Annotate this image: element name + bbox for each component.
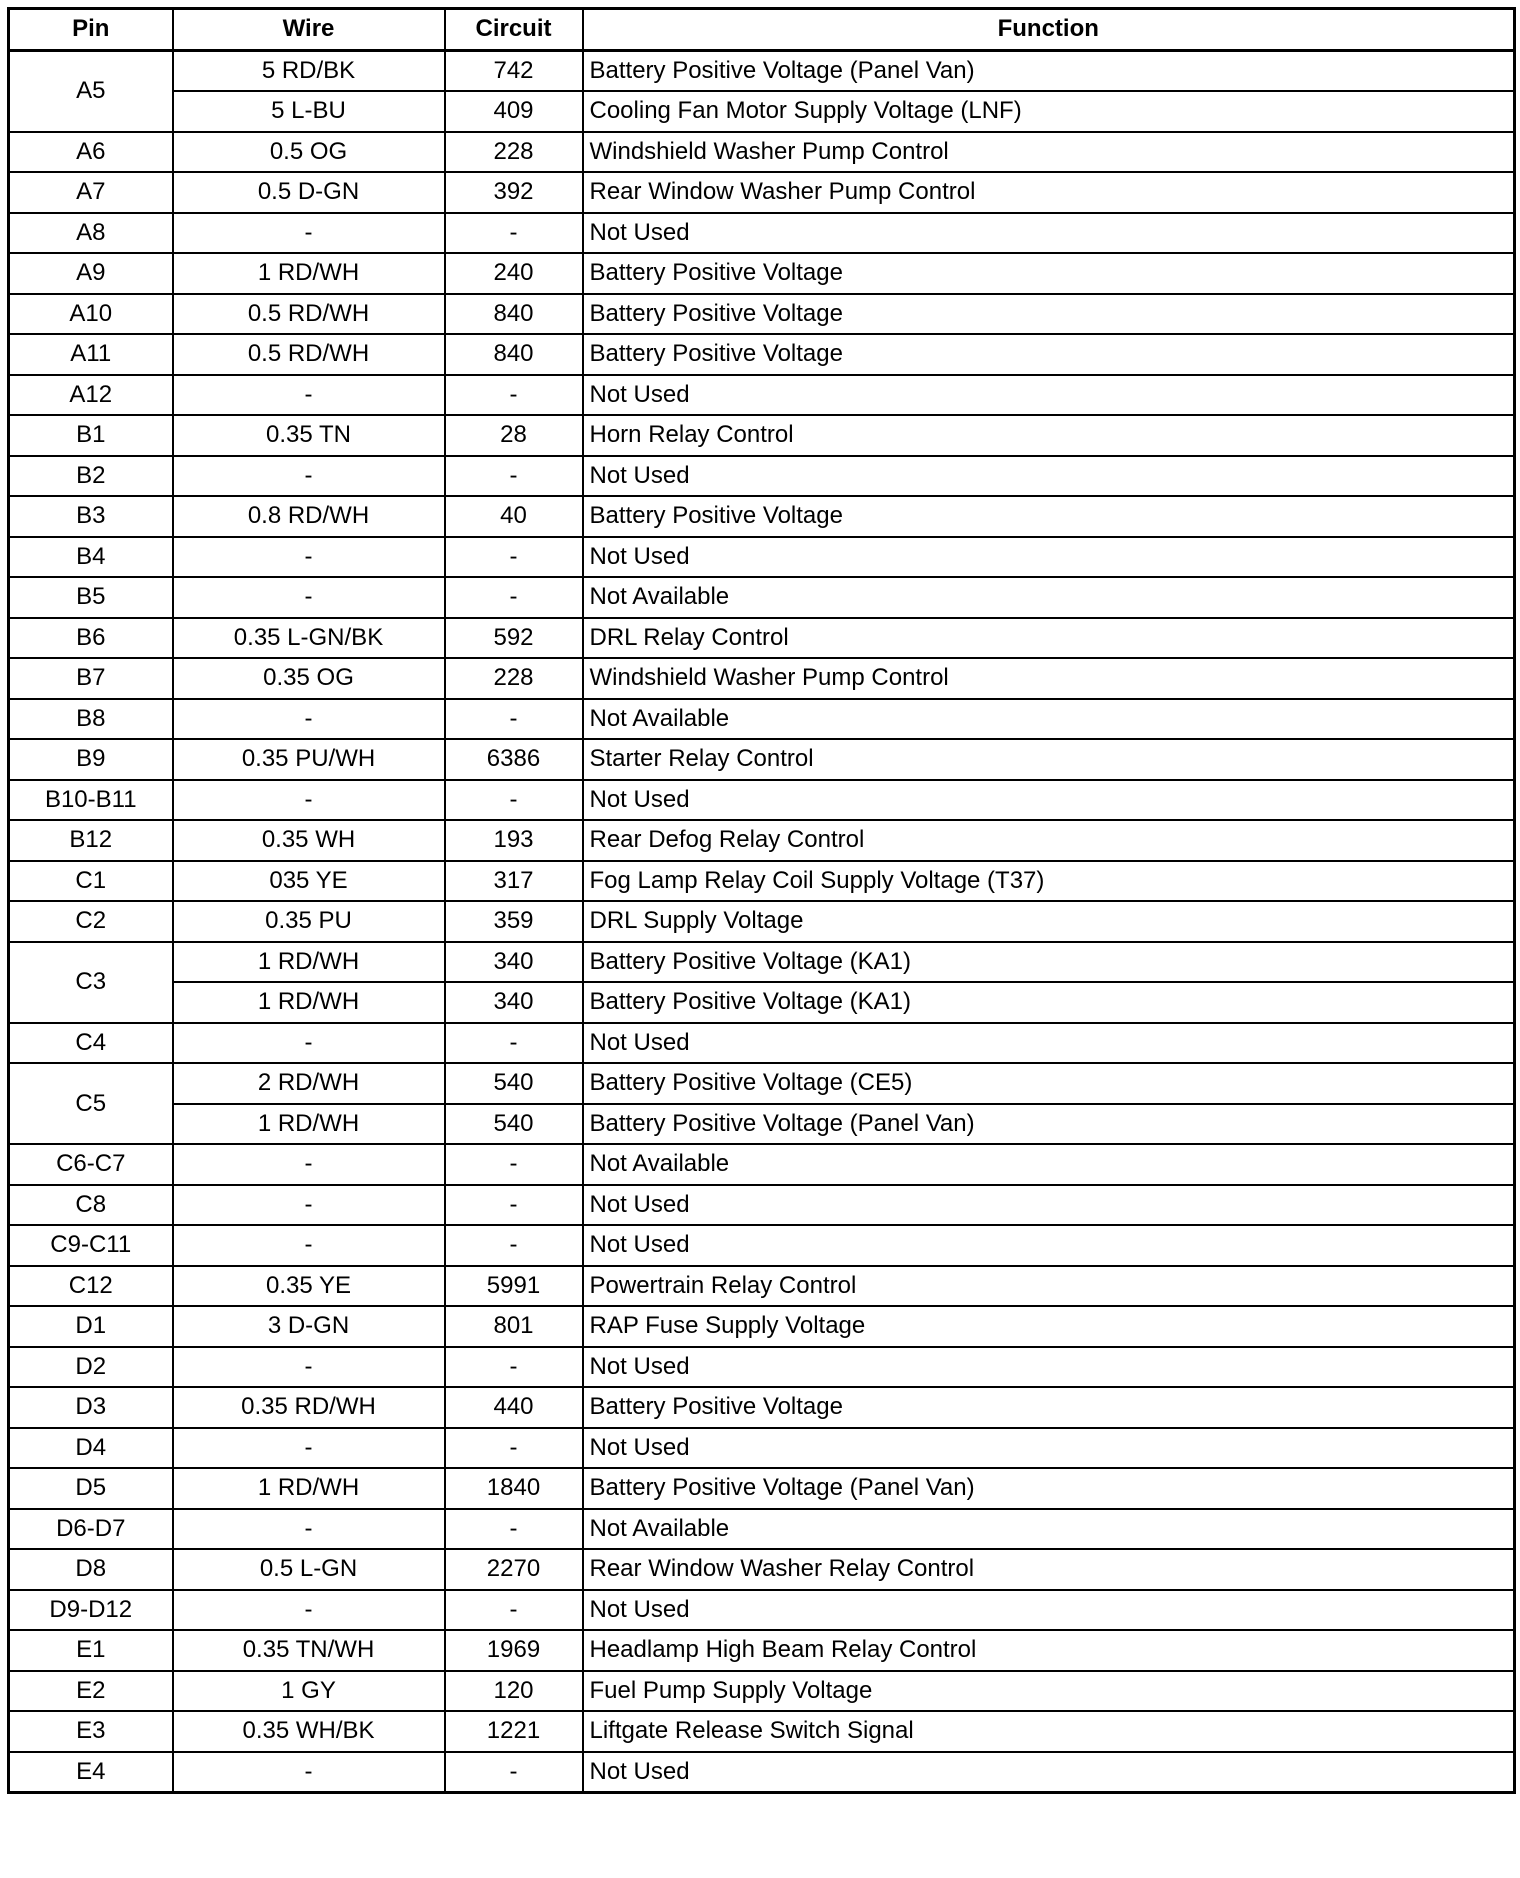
table-row	[9, 334, 1515, 375]
function-cell: Battery Positive Voltage (Panel Van)	[583, 1104, 1515, 1145]
function-cell: Windshield Washer Pump Control	[583, 132, 1515, 173]
table-row	[9, 1023, 1515, 1064]
wire-cell: 0.35 TN/WH	[173, 1630, 445, 1671]
table-body	[9, 50, 1515, 1793]
wire-cell: -	[173, 375, 445, 416]
header-function: Function	[583, 9, 1515, 51]
table-row	[9, 496, 1515, 537]
table-row	[9, 456, 1515, 497]
pin-cell: E4	[9, 1752, 173, 1793]
circuit-cell: -	[445, 577, 583, 618]
wire-cell: 0.35 WH	[173, 820, 445, 861]
pin-cell: A7	[9, 172, 173, 213]
wire-cell: -	[173, 1590, 445, 1631]
function-cell: Battery Positive Voltage (CE5)	[583, 1063, 1515, 1104]
circuit-cell: -	[445, 1185, 583, 1226]
function-cell: Not Available	[583, 1144, 1515, 1185]
table-row	[9, 699, 1515, 740]
circuit-cell: -	[445, 1347, 583, 1388]
circuit-cell: 2270	[445, 1549, 583, 1590]
table-row	[9, 618, 1515, 659]
pin-cell: A6	[9, 132, 173, 173]
wire-cell: 2 RD/WH	[173, 1063, 445, 1104]
function-cell: Not Used	[583, 375, 1515, 416]
function-cell: Not Used	[583, 1023, 1515, 1064]
circuit-cell: 540	[445, 1063, 583, 1104]
table-row	[9, 50, 1515, 91]
pin-cell: D9-D12	[9, 1590, 173, 1631]
table-row	[9, 739, 1515, 780]
pin-cell: C2	[9, 901, 173, 942]
circuit-cell: 840	[445, 334, 583, 375]
table-row	[9, 537, 1515, 578]
circuit-cell: 1969	[445, 1630, 583, 1671]
pin-cell: A9	[9, 253, 173, 294]
function-cell: Battery Positive Voltage (Panel Van)	[583, 50, 1515, 91]
table-row	[9, 1144, 1515, 1185]
circuit-cell: -	[445, 375, 583, 416]
table-row	[9, 91, 1515, 132]
function-cell: Headlamp High Beam Relay Control	[583, 1630, 1515, 1671]
table-row	[9, 172, 1515, 213]
wire-cell: 5 L-BU	[173, 91, 445, 132]
function-cell: Windshield Washer Pump Control	[583, 658, 1515, 699]
table-row	[9, 1630, 1515, 1671]
table-row	[9, 1306, 1515, 1347]
function-cell: Not Available	[583, 577, 1515, 618]
wire-cell: -	[173, 537, 445, 578]
function-cell: Powertrain Relay Control	[583, 1266, 1515, 1307]
function-cell: Not Used	[583, 1347, 1515, 1388]
function-cell: Battery Positive Voltage	[583, 496, 1515, 537]
function-cell: Rear Window Washer Pump Control	[583, 172, 1515, 213]
circuit-cell: 40	[445, 496, 583, 537]
wire-cell: 0.35 WH/BK	[173, 1711, 445, 1752]
table-row	[9, 1063, 1515, 1104]
wire-cell: 0.5 L-GN	[173, 1549, 445, 1590]
table-row	[9, 1711, 1515, 1752]
pin-cell: C6-C7	[9, 1144, 173, 1185]
pin-cell: B7	[9, 658, 173, 699]
function-cell: Rear Window Washer Relay Control	[583, 1549, 1515, 1590]
pin-cell: A10	[9, 294, 173, 335]
circuit-cell: -	[445, 1225, 583, 1266]
table-row	[9, 1185, 1515, 1226]
circuit-cell: 120	[445, 1671, 583, 1712]
wire-cell: -	[173, 577, 445, 618]
wire-cell: 1 GY	[173, 1671, 445, 1712]
wire-cell: -	[173, 1428, 445, 1469]
connector-pinout-table	[7, 7, 1516, 1794]
function-cell: Battery Positive Voltage	[583, 253, 1515, 294]
pin-cell: D1	[9, 1306, 173, 1347]
wire-cell: 0.35 RD/WH	[173, 1387, 445, 1428]
wire-cell: 0.5 RD/WH	[173, 334, 445, 375]
circuit-cell: -	[445, 1428, 583, 1469]
table-row	[9, 1347, 1515, 1388]
function-cell: Not Used	[583, 1752, 1515, 1793]
wire-cell: 1 RD/WH	[173, 982, 445, 1023]
function-cell: Battery Positive Voltage (KA1)	[583, 982, 1515, 1023]
function-cell: RAP Fuse Supply Voltage	[583, 1306, 1515, 1347]
function-cell: Not Used	[583, 456, 1515, 497]
pin-cell: B2	[9, 456, 173, 497]
pin-cell: B6	[9, 618, 173, 659]
pin-cell: A11	[9, 334, 173, 375]
wire-cell: 0.35 L-GN/BK	[173, 618, 445, 659]
wire-cell: 1 RD/WH	[173, 942, 445, 983]
function-cell: Battery Positive Voltage (Panel Van)	[583, 1468, 1515, 1509]
circuit-cell: 1840	[445, 1468, 583, 1509]
table-row	[9, 375, 1515, 416]
wire-cell: -	[173, 780, 445, 821]
wire-cell: -	[173, 1144, 445, 1185]
header-row	[9, 9, 1515, 51]
function-cell: Not Used	[583, 213, 1515, 254]
table-row	[9, 1590, 1515, 1631]
table-row	[9, 982, 1515, 1023]
circuit-cell: -	[445, 1590, 583, 1631]
circuit-cell: -	[445, 456, 583, 497]
wire-cell: 3 D-GN	[173, 1306, 445, 1347]
table-row	[9, 1468, 1515, 1509]
pin-cell: D4	[9, 1428, 173, 1469]
function-cell: Not Used	[583, 1428, 1515, 1469]
circuit-cell: 1221	[445, 1711, 583, 1752]
pin-cell: B8	[9, 699, 173, 740]
circuit-cell: 742	[445, 50, 583, 91]
wire-cell: -	[173, 1509, 445, 1550]
circuit-cell: -	[445, 1752, 583, 1793]
table-row	[9, 1549, 1515, 1590]
wire-cell: -	[173, 1752, 445, 1793]
circuit-cell: 340	[445, 942, 583, 983]
function-cell: Battery Positive Voltage (KA1)	[583, 942, 1515, 983]
table-row	[9, 132, 1515, 173]
circuit-cell: 540	[445, 1104, 583, 1145]
function-cell: Not Used	[583, 1185, 1515, 1226]
circuit-cell: 592	[445, 618, 583, 659]
function-cell: Horn Relay Control	[583, 415, 1515, 456]
table-row	[9, 1509, 1515, 1550]
function-cell: Starter Relay Control	[583, 739, 1515, 780]
table-row	[9, 901, 1515, 942]
pin-cell: D8	[9, 1549, 173, 1590]
circuit-cell: 340	[445, 982, 583, 1023]
circuit-cell: 440	[445, 1387, 583, 1428]
pin-cell: B1	[9, 415, 173, 456]
function-cell: Fog Lamp Relay Coil Supply Voltage (T37)	[583, 861, 1515, 902]
table-row	[9, 1225, 1515, 1266]
function-cell: DRL Supply Voltage	[583, 901, 1515, 942]
table-row	[9, 1671, 1515, 1712]
pin-cell: D3	[9, 1387, 173, 1428]
wire-cell: -	[173, 213, 445, 254]
wire-cell: 0.8 RD/WH	[173, 496, 445, 537]
pin-cell: B9	[9, 739, 173, 780]
pin-cell: A12	[9, 375, 173, 416]
header-pin: Pin	[9, 9, 173, 51]
wire-cell: 0.35 YE	[173, 1266, 445, 1307]
circuit-cell: 801	[445, 1306, 583, 1347]
circuit-cell: -	[445, 1509, 583, 1550]
table-row	[9, 294, 1515, 335]
pin-cell: C5	[9, 1063, 173, 1144]
pin-cell: B4	[9, 537, 173, 578]
wire-cell: -	[173, 1225, 445, 1266]
circuit-cell: 5991	[445, 1266, 583, 1307]
function-cell: Cooling Fan Motor Supply Voltage (LNF)	[583, 91, 1515, 132]
pin-cell: C1	[9, 861, 173, 902]
wire-cell: -	[173, 1023, 445, 1064]
circuit-cell: 28	[445, 415, 583, 456]
wire-cell: -	[173, 1185, 445, 1226]
function-cell: Battery Positive Voltage	[583, 294, 1515, 335]
wire-cell: 1 RD/WH	[173, 1104, 445, 1145]
table-row	[9, 780, 1515, 821]
table-row	[9, 658, 1515, 699]
table-row	[9, 861, 1515, 902]
wire-cell: 1 RD/WH	[173, 253, 445, 294]
circuit-cell: 392	[445, 172, 583, 213]
pin-cell: C4	[9, 1023, 173, 1064]
pin-cell: E2	[9, 1671, 173, 1712]
circuit-cell: 228	[445, 132, 583, 173]
table-row	[9, 1387, 1515, 1428]
function-cell: DRL Relay Control	[583, 618, 1515, 659]
circuit-cell: -	[445, 1023, 583, 1064]
pin-cell: E3	[9, 1711, 173, 1752]
function-cell: Fuel Pump Supply Voltage	[583, 1671, 1515, 1712]
header-wire: Wire	[173, 9, 445, 51]
wire-cell: 0.35 OG	[173, 658, 445, 699]
pin-cell: B3	[9, 496, 173, 537]
wire-cell: -	[173, 456, 445, 497]
wire-cell: 0.5 D-GN	[173, 172, 445, 213]
pin-cell: C9-C11	[9, 1225, 173, 1266]
circuit-cell: 409	[445, 91, 583, 132]
function-cell: Not Used	[583, 780, 1515, 821]
function-cell: Not Used	[583, 1225, 1515, 1266]
circuit-cell: 240	[445, 253, 583, 294]
table-row	[9, 213, 1515, 254]
header-circuit: Circuit	[445, 9, 583, 51]
function-cell: Not Used	[583, 537, 1515, 578]
table-row	[9, 1752, 1515, 1793]
function-cell: Battery Positive Voltage	[583, 1387, 1515, 1428]
table-row	[9, 577, 1515, 618]
circuit-cell: 6386	[445, 739, 583, 780]
pin-cell: D5	[9, 1468, 173, 1509]
function-cell: Rear Defog Relay Control	[583, 820, 1515, 861]
pin-cell: C8	[9, 1185, 173, 1226]
wire-cell: 0.5 RD/WH	[173, 294, 445, 335]
wire-cell: 0.35 TN	[173, 415, 445, 456]
pin-cell: A5	[9, 50, 173, 132]
circuit-cell: 228	[445, 658, 583, 699]
table-row	[9, 942, 1515, 983]
circuit-cell: 317	[445, 861, 583, 902]
circuit-cell: 193	[445, 820, 583, 861]
table-row	[9, 253, 1515, 294]
pin-cell: D2	[9, 1347, 173, 1388]
wire-cell: 0.35 PU/WH	[173, 739, 445, 780]
pin-cell: E1	[9, 1630, 173, 1671]
pin-cell: B12	[9, 820, 173, 861]
table-row	[9, 1104, 1515, 1145]
table-row	[9, 1266, 1515, 1307]
circuit-cell: -	[445, 699, 583, 740]
function-cell: Not Available	[583, 699, 1515, 740]
function-cell: Not Used	[583, 1590, 1515, 1631]
pin-cell: D6-D7	[9, 1509, 173, 1550]
pin-cell: B10-B11	[9, 780, 173, 821]
wire-cell: 1 RD/WH	[173, 1468, 445, 1509]
circuit-cell: -	[445, 780, 583, 821]
function-cell: Battery Positive Voltage	[583, 334, 1515, 375]
function-cell: Not Available	[583, 1509, 1515, 1550]
wire-cell: 035 YE	[173, 861, 445, 902]
function-cell: Liftgate Release Switch Signal	[583, 1711, 1515, 1752]
pin-cell: B5	[9, 577, 173, 618]
wire-cell: -	[173, 1347, 445, 1388]
pin-cell: A8	[9, 213, 173, 254]
pin-cell: C3	[9, 942, 173, 1023]
wire-cell: 0.35 PU	[173, 901, 445, 942]
wire-cell: 5 RD/BK	[173, 50, 445, 91]
pin-cell: C12	[9, 1266, 173, 1307]
table-row	[9, 1428, 1515, 1469]
circuit-cell: -	[445, 537, 583, 578]
wire-cell: 0.5 OG	[173, 132, 445, 173]
circuit-cell: -	[445, 213, 583, 254]
circuit-cell: 359	[445, 901, 583, 942]
circuit-cell: 840	[445, 294, 583, 335]
wire-cell: -	[173, 699, 445, 740]
table-row	[9, 820, 1515, 861]
table-row	[9, 415, 1515, 456]
circuit-cell: -	[445, 1144, 583, 1185]
